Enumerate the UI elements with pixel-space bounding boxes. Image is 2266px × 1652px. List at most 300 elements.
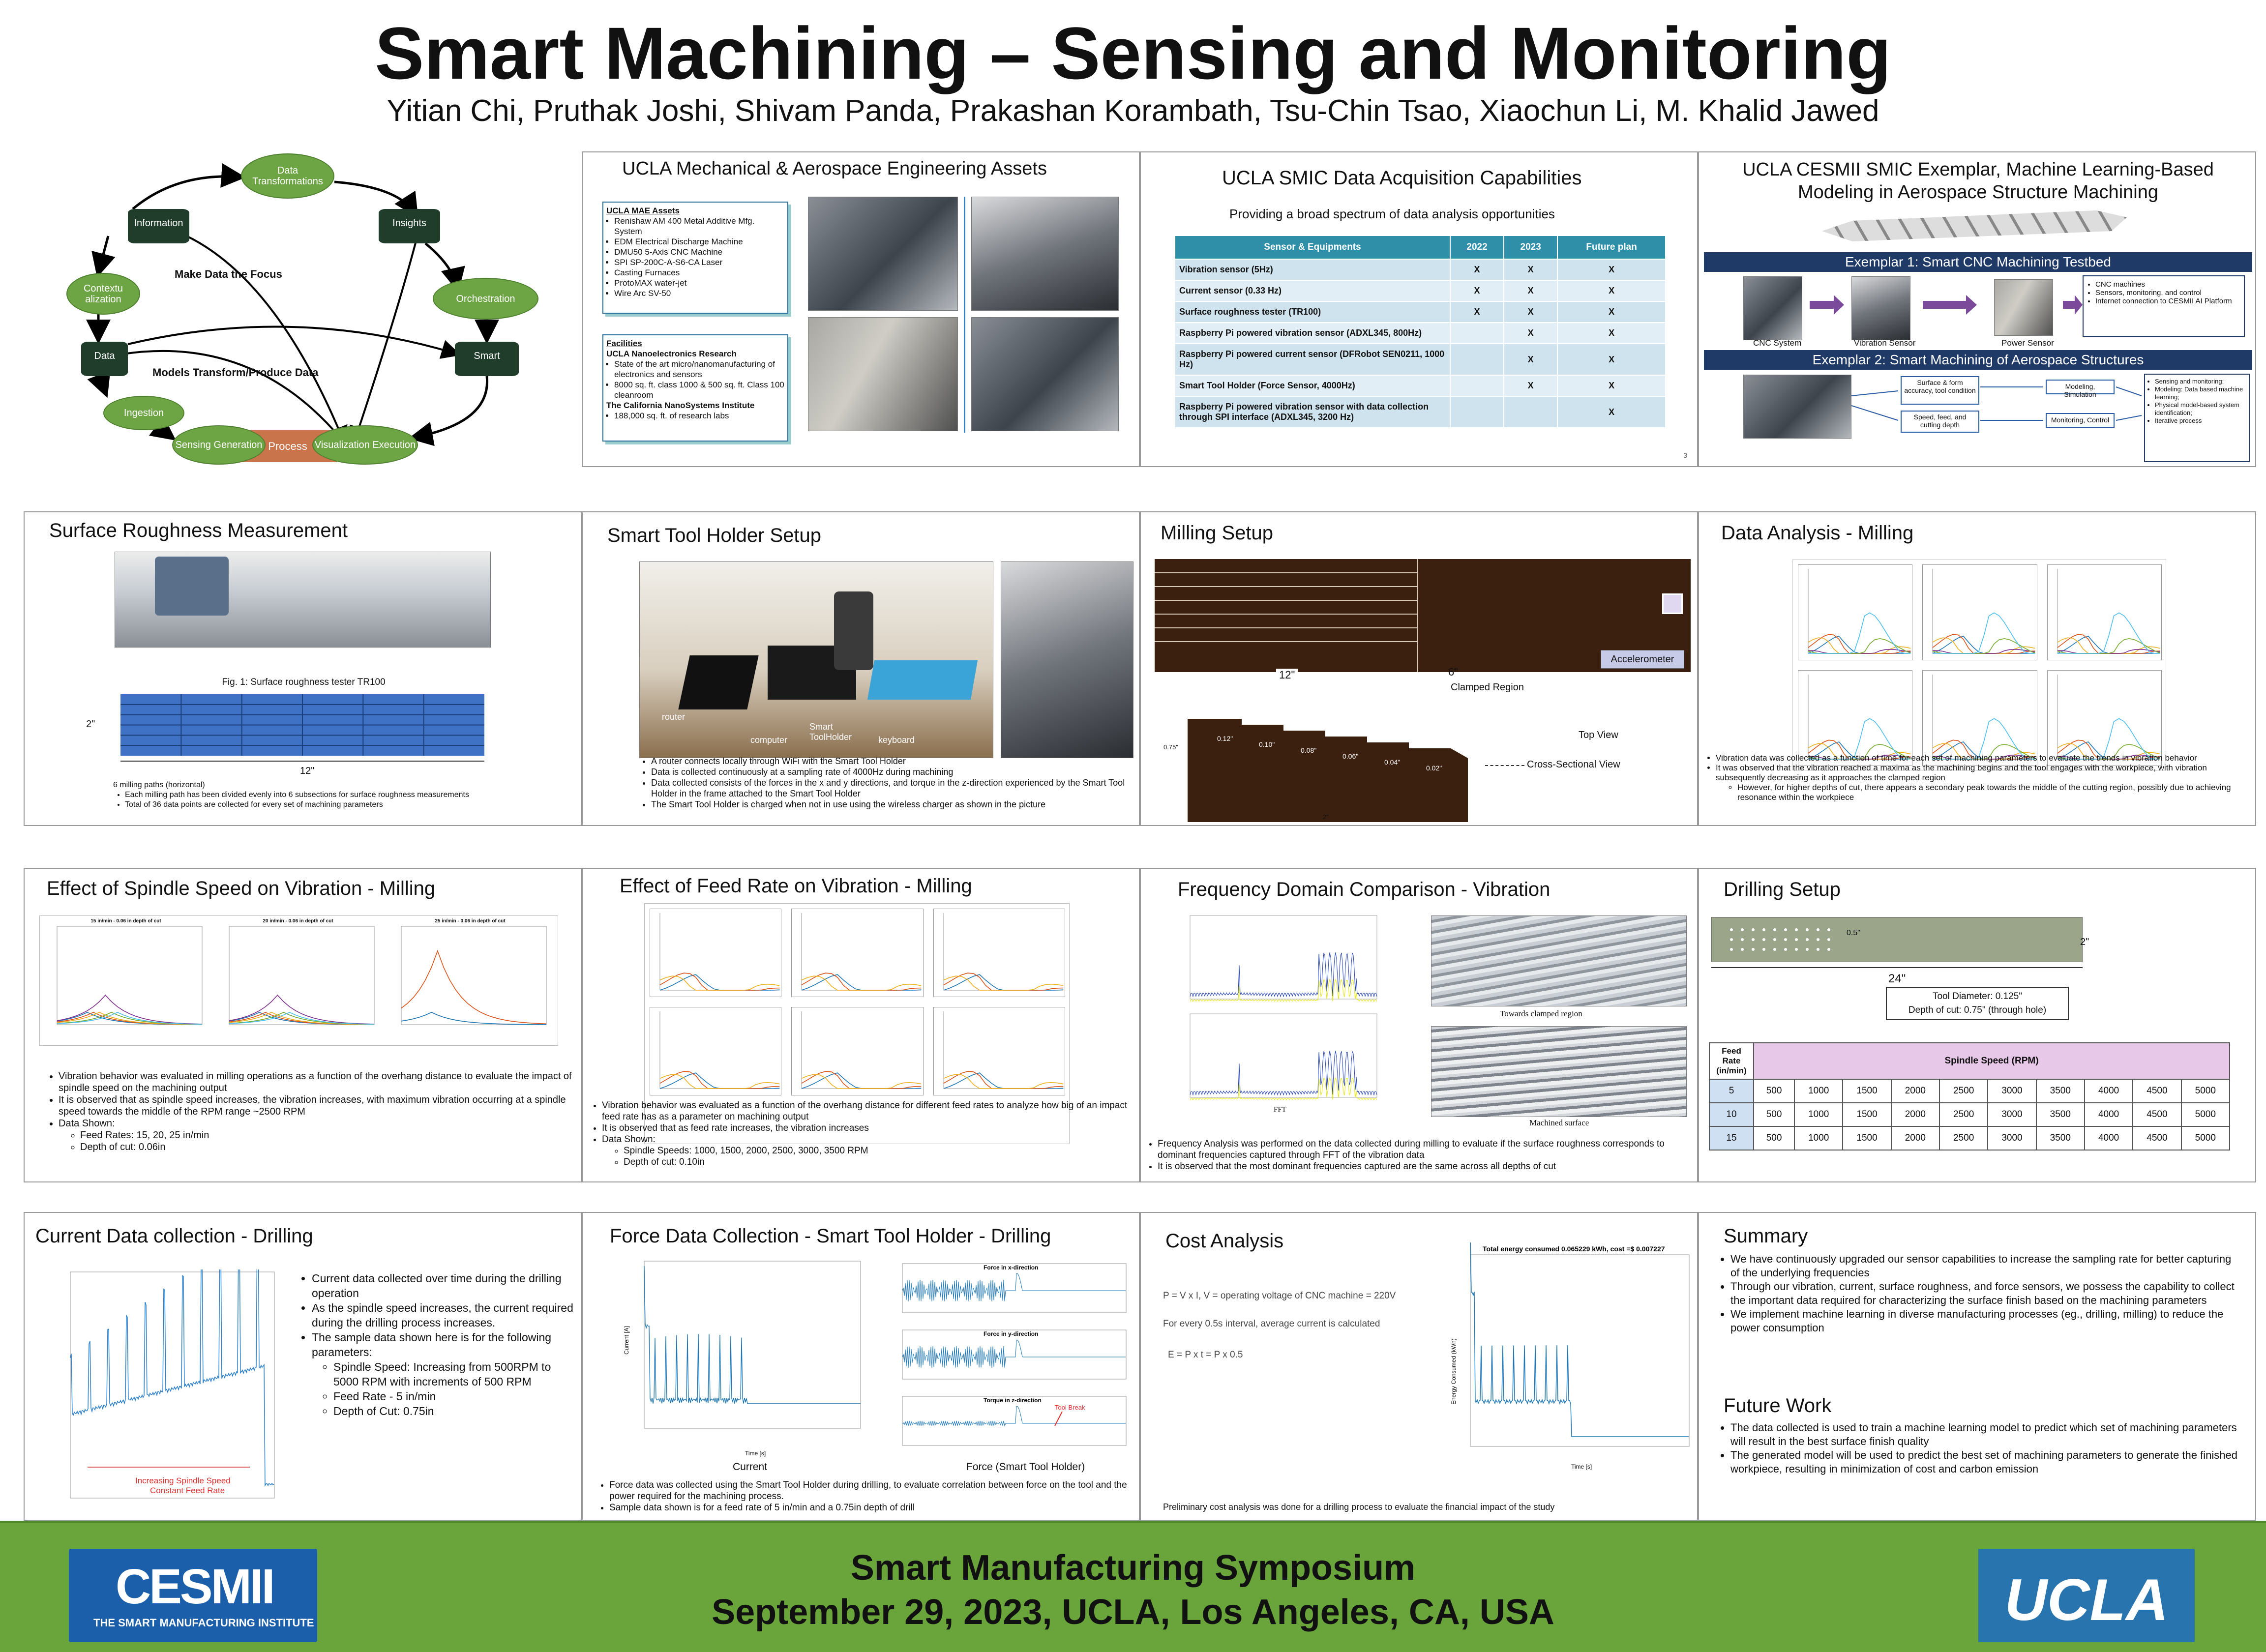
node-sensing-generation: Sensing Generation [172,425,266,465]
subplot-title: Force in x-direction [984,1264,1039,1271]
table-cell: 4500 [2133,1103,2181,1126]
bullet-item: • Sensing and monitoring; [2155,378,2246,385]
router-icon [678,655,758,709]
roughness-notes [113,780,556,810]
power-sensor-label: Power Sensor [2001,338,2054,348]
data-cycle-diagram [59,148,566,472]
dim-2in: 2" [86,719,95,730]
exemplar2-banner: Exemplar 2: Smart Machining of Aerospace Structures [1704,350,2252,370]
assets-list [606,216,784,298]
caption-current: Current [733,1461,768,1473]
bullet-item: • Data is collected continuously at a sampling rate of 4000Hz during machining [651,767,1136,777]
cnsi-list [606,411,784,421]
table-cell: Raspberry Pi powered vibration sensor with data collection through SPI interface (ADXL345, 3200 Hz) [1175,396,1450,428]
panel-title: Cost Analysis [1165,1230,1284,1252]
bullet-item: • Casting Furnaces [614,267,784,278]
table-row [1175,396,1666,428]
mini-plot [933,1007,1065,1095]
drill-parameter-table [1709,1042,2230,1150]
bullet-item: • Data Shown: ◦ Spindle Speeds: 1000, 1500, 2000, 2500, 3000, 3500 RPM ◦ Depth of cut: 0.10in [602,1134,1136,1168]
table-cell: 5000 [2181,1103,2230,1126]
drill-workpiece [1711,917,2083,962]
divider [964,197,965,433]
label-smart-toolholder: Smart ToolHolder [809,722,852,742]
dim-line [1711,967,2083,968]
sub-bullet-item: ◦ Depth of cut: 0.10in [624,1156,1136,1168]
table-header: 2022 [1450,236,1504,259]
panel-cesmii-exemplar [1698,151,2256,467]
bullet-item: • Sample data shown is for a feed rate of 5 in/min and a 0.75in depth of drill [609,1502,1133,1513]
sub-bullet-item: ◦ Spindle Speed: Increasing from 500RPM to 5000 RPM with increments of 500 RPM [333,1359,575,1389]
footer-line2: September 29, 2023, UCLA, Los Angeles, CA, USA [712,1593,1554,1632]
panel-subtitle: Providing a broad spectrum of data analysis opportunities [1229,206,1555,221]
table-cell: 2500 [1939,1103,1988,1126]
plot-label-feed: Constant Feed Rate [150,1486,225,1495]
cnc-system-label: CNC System [1753,338,1802,348]
bullet-item: • CNC machines [2095,280,2240,289]
label-router: router [662,712,686,722]
node-process: Process [239,430,337,462]
panel-mae-assets [582,151,1140,467]
table-header: Sensor & Equipments [1175,236,1450,259]
table-cell: 3500 [2036,1103,2085,1126]
node-visualization-execution: Visualization Execution [312,425,418,465]
bullet-item: • We have continuously upgraded our sensor capabilities to increase the sampling rate for better capturing of the underlying frequencies [1730,1252,2240,1280]
panel-title: UCLA Mechanical & Aerospace Engineering Assets [622,158,1047,179]
facilities-heading: Facilities [606,339,642,348]
panel-title: UCLA CESMII SMIC Exemplar, Machine Learning-Based Modeling in Aerospace Structure Machining [1742,159,2214,203]
caption-force: Force (Smart Tool Holder) [966,1461,1085,1473]
node-orchestration: Orchestration [433,278,538,320]
y-axis-label: Current [A] [623,1326,630,1355]
step-depth-label: 0.08" [1301,746,1317,754]
bullet-item: • As the spindle speed increases, the current required during the drilling process increases. [312,1300,575,1330]
table-cell: 2000 [1891,1126,1939,1150]
cnsi-heading: The California NanoSystems Institute [606,401,755,410]
mini-plot [1922,670,2037,766]
exemplar2-bullets [2144,374,2250,462]
mini-plot [791,909,923,997]
tool-break-label: Tool Break [1055,1404,1085,1411]
photo-cnc-machine-2 [971,197,1119,311]
sub-bullet-item: ◦ Feed Rates: 15, 20, 25 in/min [80,1129,573,1141]
table-cell: 3000 [1988,1126,2036,1150]
sub-bullet-item: ◦ Depth of Cut: 0.75in [333,1404,575,1418]
spindle-plot [45,918,207,1041]
bullet-item: • The Smart Tool Holder is charged when not in use using the wireless charger as shown in the picture [651,799,1136,810]
table-cell: 3500 [2036,1079,2085,1103]
bullet-item: • Iterative process [2155,417,2246,425]
clamped-region-label: Clamped Region [1451,682,1524,693]
table-cell: X [1557,375,1666,396]
table-cell: X [1557,259,1666,280]
table-row [1175,280,1666,301]
table-cell: 15 [1709,1126,1754,1150]
step-depth-label: 0.10" [1259,740,1275,748]
table-cell: 1500 [1843,1079,1891,1103]
mini-plot [791,1007,923,1095]
panel-title: Current Data collection - Drilling [35,1225,313,1247]
table-cell: Vibration sensor (5Hz) [1175,259,1450,280]
node-data-transformations: Data Transformations [241,153,334,199]
table-cell: Raspberry Pi powered current sensor (DFRobot SEN0211, 1000 Hz) [1175,344,1450,375]
table-cell: X [1557,323,1666,344]
poster-title: Smart Machining – Sensing and Monitoring [375,12,1891,94]
current-notes [300,1271,575,1418]
table-cell: Raspberry Pi powered vibration sensor (ADXL345, 800Hz) [1175,323,1450,344]
table-cell: 5 [1709,1079,1754,1103]
table-cell: X [1450,280,1504,301]
table-cell: X [1557,280,1666,301]
table-cell: 4500 [2133,1126,2181,1150]
depth-label: 0.75" [1163,743,1178,751]
arrow-icon [2063,295,2083,315]
fft-label: FFT [1274,1106,1286,1114]
mini-plot [1798,670,1912,766]
bullet-item: • A router connects locally through WiFi with the Smart Tool Holder [651,756,1136,767]
table-cell: 4500 [2133,1079,2181,1103]
tool-diameter: Tool Diameter: 0.125" [1932,991,2023,1002]
table-cell: Smart Tool Holder (Force Sensor, 4000Hz) [1175,375,1450,396]
bullet-item: • It is observed that as feed rate increases, the vibration increases [602,1122,1136,1134]
mini-plot [933,909,1065,997]
photo-spindle [1001,561,1133,758]
toolholder-notes [639,756,1136,810]
dim-12in: 12" [300,766,315,776]
leader-line [1485,765,1524,766]
cross-section [1188,704,1468,822]
cross-section-label: Cross-Sectional View [1527,759,1620,770]
panel-title: Drilling Setup [1724,879,1841,900]
footer-line1: Smart Manufacturing Symposium [850,1548,1416,1588]
node-information: Information [128,209,189,243]
bullet-item: • Current data collected over time during the drilling operation [312,1271,575,1300]
label-machined-surface: Machined surface [1529,1118,1589,1127]
panel-title: Data Analysis - Milling [1721,522,1914,544]
panel-title: Force Data Collection - Smart Tool Holder - Drilling [610,1225,1051,1247]
tester-device [155,557,229,616]
bullet-item: • Data Shown: ◦ Feed Rates: 15, 20, 25 in/min ◦ Depth of cut: 0.06in [59,1118,573,1153]
cesmii-logo-sub: THE SMART MANUFACTURING INSTITUTE [93,1617,314,1629]
step-depth-label: 0.12" [1217,735,1233,742]
table-cell: Surface roughness tester (TR100) [1175,301,1450,323]
bullet-item: • Vibration behavior was evaluated as a function of the overhang distance for different feed rates to analyze how big of an impact feed rate has as a parameter on machining output [602,1100,1136,1122]
step-depth-label: 0.06" [1342,752,1359,760]
bullet-item: • Vibration data was collected as a function of time for each set of machining parameters to evaluate the trends in vibration behavior [1716,753,2250,763]
x-axis-label: Time [s] [745,1450,766,1457]
label-clamped-region: Towards clamped region [1500,1009,1582,1018]
bullet-item: • It is observed that the most dominant frequencies captured are the same across all depths of cut [1158,1161,1692,1172]
photo-cnc-machine-3 [971,317,1119,431]
bullet-item: • Physical model-based system identification; [2155,401,2246,417]
bullet-item: • EDM Electrical Discharge Machine [614,236,784,247]
photo-vibration-sensor [1851,276,1910,340]
node-ingestion: Ingestion [103,396,184,430]
vibration-sensor-label: Vibration Sensor [1854,338,1916,348]
panel-surface-roughness [24,511,582,826]
mini-plot [1798,564,1912,660]
table-header: Feed Rate (in/min) [1709,1043,1754,1079]
analysis-notes [1704,753,2250,802]
subplot-title: Force in y-direction [984,1330,1039,1337]
bullet-item: • The generated model will be used to predict the best set of machining parameters to generate the finished workpiece, resulting in minimization of cost and carbon emission [1730,1448,2240,1476]
table-cell: X [1504,344,1557,375]
table-cell: 500 [1754,1079,1794,1103]
bullet-item: • Total of 36 data points are collected for every set of machining parameters [125,800,556,810]
bullet-item: • We implement machine learning in diverse manufacturing processes (eg., drilling, milling) to reduce the power consumption [1730,1307,2240,1335]
label-keyboard: keyboard [878,735,915,745]
node-data: Data [81,342,128,376]
panel-title: Effect of Feed Rate on Vibration - Milling [620,875,972,897]
arrow-icon [1810,295,1844,315]
ucla-logo-text: UCLA [2004,1567,2169,1633]
dim-line [120,761,484,762]
bullet-item: • Data collected consists of the forces in the x and y directions, and torque in the z-direction experienced by the Smart Tool Holder in the frame attached to the Smart Tool Holder [651,777,1136,799]
bullet-item: • Internet connection to CESMII AI Platform [2095,297,2240,305]
equation-interval: For every 0.5s interval, average current is calculated [1163,1319,1380,1329]
energy-plot [1448,1242,1694,1474]
spindle-plot [389,918,551,1041]
mae-assets-box [602,202,788,314]
panel-drilling-setup [1698,868,2256,1182]
box-speed-feed: Speed, feed, and cutting depth [1901,411,1979,433]
figure-caption: Fig. 1: Surface roughness tester TR100 [222,677,386,687]
spindle-notes [47,1070,573,1153]
panel-title: Summary [1724,1225,1808,1247]
table-cell [1450,375,1504,396]
future-work-title: Future Work [1724,1395,1832,1416]
table-cell: 10 [1709,1103,1754,1126]
photo-lab [808,317,958,431]
y-axis-label: Energy Consumed (kWh) [1450,1338,1457,1405]
exemplar2-arrows [1851,376,2147,435]
table-header: Spindle Speed (RPM) [1754,1043,2230,1079]
photo-tool-holder-setup [639,561,993,758]
equation-power: P = V x I, V = operating voltage of CNC machine = 220V [1163,1291,1396,1301]
panel-title: Effect of Spindle Speed on Vibration - Milling [47,878,436,899]
table-cell: 1500 [1843,1126,1891,1150]
plot-title: 25 in/min - 0.06 in depth of cut [435,918,506,924]
mini-plot [1922,564,2037,660]
table-cell: 5000 [2181,1079,2230,1103]
panel-summary [1698,1212,2256,1521]
panel-title: UCLA SMIC Data Acquisition Capabilities [1222,167,1582,189]
table-cell: X [1504,301,1557,323]
bullet-item: • State of the art micro/nanomanufacturing of electronics and sensors [614,359,784,380]
ucla-logo [1978,1549,2195,1642]
accelerometer-marker [1662,593,1683,614]
table-cell: X [1450,259,1504,280]
dim-24in: 24" [1888,972,1906,985]
step-depth-label: 0.04" [1384,758,1401,766]
sub-bullet-item: ◦ Feed Rate - 5 in/min [333,1389,575,1404]
future-work-notes [1719,1421,2240,1476]
exemplar1-banner: Exemplar 1: Smart CNC Machining Testbed [1704,252,2252,272]
table-row [1175,323,1666,344]
box-monitoring: Monitoring, Control [2046,413,2115,428]
panel-data-analysis [1698,511,2256,826]
photo-cnc-system [1743,276,1802,340]
panel-title: Milling Setup [1161,522,1274,544]
bullet-item: • It was observed that the vibration reached a maxima as the machining begins and the tool engages with the workpiece, with vibration subsequently decreasing as it approaches the clamped region ◦ However, for higher depths of cut, there appears a secondary peak towards the middle of the cutting region, possibly due to achieving resonance within the workpiece [1716,763,2250,802]
spindle-plot-row [39,915,558,1046]
table-cell: 2000 [1891,1103,1939,1126]
box-surface-form: Surface & form accuracy, tool condition [1901,376,1979,405]
x-axis-label: Time [s] [1571,1463,1592,1470]
sub-bullet-item: ◦ Depth of cut: 0.06in [80,1141,573,1153]
panel-cost-analysis [1140,1212,1698,1521]
fft-plots [1183,911,1379,1105]
panel-spindle-speed [24,868,582,1182]
depth-of-cut: Depth of cut: 0.75" (through hole) [1908,1005,2047,1015]
facilities-sub: UCLA Nanoelectronics Research [606,349,737,358]
table-cell: X [1557,396,1666,428]
panel-title: Smart Tool Holder Setup [607,525,822,546]
milling-paths-diagram [120,694,484,756]
table-cell: X [1504,323,1557,344]
table-cell: 2000 [1891,1079,1939,1103]
table-cell: Current sensor (0.33 Hz) [1175,280,1450,301]
panel-tool-holder [582,511,1140,826]
page-number: 3 [1683,451,1687,459]
table-cell: 3500 [2036,1126,2085,1150]
table-row [1175,301,1666,323]
table-header: 2023 [1504,236,1557,259]
bullet-item: • Through our vibration, current, surface roughness, and force sensors, we possess the capability to collect the important data required for characterizing the surface finish based on the machining parameters [1730,1280,2240,1307]
table-cell: 3000 [1988,1103,2036,1126]
table-row [1175,259,1666,280]
table-row [1709,1079,2230,1103]
table-cell: 4000 [2085,1103,2133,1126]
label-models-transform: Models Transform/Produce Data [152,366,319,379]
box-modeling: Modeling, Simulation [2046,380,2115,394]
bullet-item: • Sensors, monitoring, and control [2095,289,2240,297]
table-cell: X [1504,280,1557,301]
panel-current-drilling [24,1212,582,1521]
table-cell: 1500 [1843,1103,1891,1126]
label-computer: computer [750,735,788,745]
table-row [1175,344,1666,375]
photo-clamped-region [1431,915,1687,1006]
node-contextualization: Contextu alization [66,273,140,315]
bullet-item: • 188,000 sq. ft. of research labs [614,411,784,421]
dim-6in: 6" [1448,666,1459,678]
table-cell: 500 [1754,1103,1794,1126]
top-view-label: Top View [1579,730,1618,740]
bullet-item: • Each milling path has been divided evenly into 6 subsections for surface roughness measurements [125,790,556,800]
bullet-item: • It is observed that as spindle speed increases, the vibration increases, with maximum vibration occurring at a spindle speed towards the middle of the RPM range ~2500 RPM [59,1094,573,1118]
width-label: 2" [1323,813,1329,821]
table-cell: 3000 [1988,1079,2036,1103]
panel-frequency [1140,868,1698,1182]
table-cell [1450,396,1504,428]
assets-heading: UCLA MAE Assets [606,206,680,215]
mini-plot [2047,564,2162,660]
photo-machined-surface [1431,1026,1687,1117]
bullet-item: • The data collected is used to train a machine learning model to predict which set of machining parameters will result in the best surface finish quality [1730,1421,2240,1448]
table-cell [1504,396,1557,428]
table-cell [1450,344,1504,375]
table-cell: X [1504,259,1557,280]
panel-title: Surface Roughness Measurement [49,520,348,541]
spindle-plot [217,918,379,1041]
mini-plot [650,1007,781,1095]
aerospace-part-image [1822,210,2127,245]
subplot-title: Torque in z-direction [984,1397,1042,1404]
plot-title: Total energy consumed 0.065229 kWh, cost =$ 0.007227 [1483,1245,1665,1253]
analysis-plot-grid [1792,559,2166,770]
table-cell: 500 [1754,1126,1794,1150]
keyboard-icon [867,660,978,700]
table-row [1709,1126,2230,1150]
bullet-item: • SPI SP-200C-A-S6-CA Laser [614,257,784,267]
cesmii-logo-text: CESMII [116,1559,273,1614]
bullet-item: • Wire Arc SV-50 [614,288,784,298]
table-cell: 1000 [1794,1103,1843,1126]
paths-label: 6 milling paths (horizontal) [113,781,205,789]
poster-authors: Yitian Chi, Pruthak Joshi, Shivam Panda, Prakashan Korambath, Tsu-Chin Tsao, Xiaochun Li, M. Khalid Jawed [387,94,1879,128]
accelerometer-label: Accelerometer [1601,650,1684,669]
mini-plot [650,909,781,997]
facilities-list [606,359,784,400]
sub-bullet-item: ◦ Spindle Speeds: 1000, 1500, 2000, 2500, 3000, 3500 RPM [624,1145,1136,1156]
panel-milling-setup [1140,511,1698,826]
table-cell: X [1504,375,1557,396]
table-cell: 4000 [2085,1079,2133,1103]
sub-bullet-item: ◦ However, for higher depths of cut, there appears a secondary peak towards the middle of the cutting region, possibly due to achieving resonance within the workpiece [1737,783,2250,802]
node-smart: Smart [455,342,519,376]
bullet-item: • Modeling: Data based machine learning; [2155,385,2246,401]
bullet-item: • DMU50 5-Axis CNC Machine [614,247,784,257]
table-cell: 4000 [2085,1126,2133,1150]
plot-title: 20 in/min - 0.06 in depth of cut [263,918,333,924]
photo-machine [1743,375,1851,439]
equation-energy: E = P x t = P x 0.5 [1168,1350,1243,1360]
bullet-item: • Force data was collected using the Smart Tool Holder during drilling, to evaluate correlation between force on the tool and the power required for the machining process. [609,1479,1133,1502]
bullet-item: • The sample data shown here is for the following parameters: ◦ Spindle Speed: Increasing from 500RPM to 5000 RPM with increments of 500 RPM ◦ Feed Rate - 5 in/min ◦ Depth of Cut: 0.75in [312,1330,575,1418]
mini-plot [2047,670,2162,766]
panel-force-drilling [582,1212,1140,1521]
plot-title: 15 in/min - 0.06 in depth of cut [90,918,161,924]
fft-plot [1183,911,1379,1004]
summary-notes [1719,1252,2240,1335]
panel-feed-rate [582,868,1140,1182]
label-make-data-focus: Make Data the Focus [175,268,282,280]
current-time-plot [620,1256,868,1463]
arrow-icon [1923,295,1977,315]
plot-label-spindle: Increasing Spindle Speed [135,1476,231,1485]
photo-cnc-machine-1 [808,197,958,311]
dim-05in: 0.5" [1847,929,1860,937]
table-cell: 1000 [1794,1079,1843,1103]
table-cell: X [1557,344,1666,375]
sensor-table [1174,235,1666,428]
toolholder-icon [834,591,873,670]
bullet-item: • 8000 sq. ft. class 1000 & 500 sq. ft. Class 100 cleanroom [614,380,784,400]
footer [0,1523,2266,1652]
table-cell [1450,323,1504,344]
step-depth-label: 0.02" [1426,764,1442,772]
bullet-item: • Frequency Analysis was performed on the data collected during milling to evaluate if the surface roughness corresponds to dominant frequencies captured through FFT of the vibration data [1158,1138,1692,1161]
exemplar1-bullets [2083,275,2245,337]
dim-12in: 12" [1276,669,1298,681]
table-row [1175,375,1666,396]
panel-title: Frequency Domain Comparison - Vibration [1178,879,1550,900]
table-cell: X [1557,301,1666,323]
table-cell: 2500 [1939,1126,1988,1150]
dim-2in: 2" [2080,937,2089,947]
bullet-item: • ProtoMAX water-jet [614,278,784,288]
